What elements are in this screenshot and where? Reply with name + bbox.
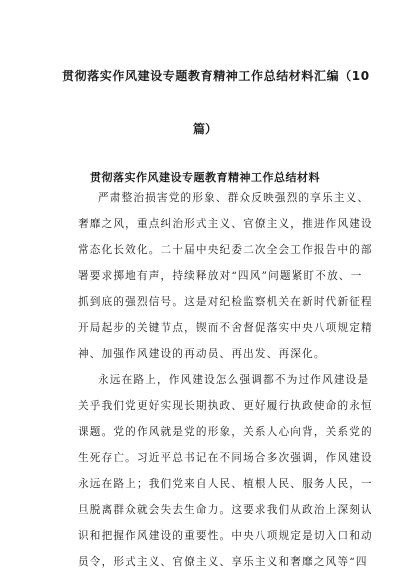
- paragraph-line: 永远在路上；我们党来自人民、植根人民、服务人民，一: [78, 478, 373, 490]
- paragraph-line: 旦脱离群众就会失去生命力。这要求我们从政治上深刻认: [78, 504, 373, 516]
- paragraph-line: 课题。党的作风就是党的形象，关系人心向背，关系党的: [78, 426, 373, 438]
- paragraph-line: 严肃整治损害党的形象、群众反映强烈的享乐主义、: [98, 192, 370, 204]
- paragraph-line: 神、加强作风建设的再动员、再出发、再深化。: [78, 348, 326, 360]
- paragraph-line: 永远在路上，作风建设怎么强调都不为过作风建设是: [98, 374, 370, 386]
- paragraph-line: 员令，形式主义、官僚主义、享乐主义和奢靡之风等“四: [78, 556, 368, 568]
- paragraph-line: 开局起步的关键节点，锲而不舍督促落实中央八项规定精: [78, 322, 373, 334]
- section-title: 贯彻落实作风建设专题教育精神工作总结材料: [90, 171, 320, 184]
- paragraph-line: 抓到底的强烈信号。这是对纪检监察机关在新时代新征程: [78, 296, 373, 308]
- document-title-continuation: 篇）: [192, 122, 217, 136]
- paragraph-line: 关乎我们党更好实现长期执政、更好履行执政使命的永恒: [78, 400, 373, 412]
- paragraph-line: 识和把握作风建设的重要性。中央八项规定是切入口和动: [78, 530, 373, 542]
- paragraph-line: 生死存亡。习近平总书记在不同场合多次强调，作风建设: [78, 452, 373, 464]
- paragraph-line: 奢靡之风，重点纠治形式主义、官僚主义，推进作风建设: [78, 218, 373, 230]
- paragraph-line: 常态化长效化。二十届中央纪委二次全会工作报告中的部: [78, 244, 373, 256]
- document-title: 贯彻落实作风建设专题教育精神工作总结材料汇编（10: [62, 69, 370, 83]
- paragraph-line: 署要求掷地有声，持续释放对“四风”问题紧盯不放、一: [78, 270, 363, 282]
